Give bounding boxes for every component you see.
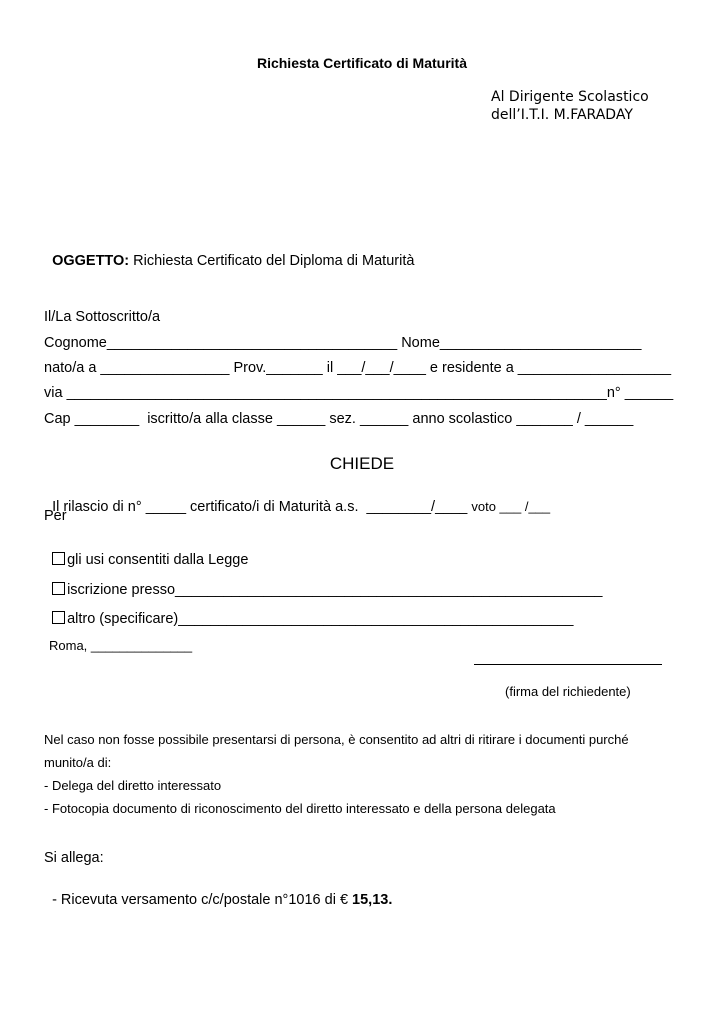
signature-caption: (firma del richiedente) [505,684,631,699]
note-line-1: Nel caso non fosse possibile presentarsi di persona, è consentito ad altri di ritirare i documenti purché [44,732,629,747]
checkbox-icon[interactable] [52,552,65,565]
checkbox-icon[interactable] [52,611,65,624]
class-year-field[interactable]: Cap ________ iscritto/a alla classe ______ sez. ______ anno scolastico _______ / ______ [44,411,634,427]
checkbox-icon[interactable] [52,582,65,595]
option-label: gli usi consentiti dalla Legge [67,552,249,568]
rilascio-text: Il rilascio di n° _____ certificato/i di Maturità a.s. ________/____ [52,499,472,515]
option-label: altro (specificare)_________________________________________________ [67,611,574,627]
document-title: Richiesta Certificato di Maturità [256,55,468,71]
per-label: Per [44,508,67,524]
option-iscrizione[interactable] [44,566,602,598]
subject-text: Richiesta Certificato del Diploma di Maturità [129,253,415,269]
option-label: iscrizione presso_____________________________________________________ [67,582,603,598]
note-item-2: - Fotocopia documento di riconoscimento del diretto interessato e della persona delegata [44,801,556,816]
cognome-nome-field[interactable]: Cognome____________________________________ Nome_________________________ [44,335,642,351]
recipient-line-2: dell’I.T.I. M.FARADAY [491,107,633,123]
recipient-line-1: Al Dirigente Scolastico [491,89,649,105]
birth-residence-field[interactable]: nato/a a ________________ Prov._______ il ___/___/____ e residente a ___________________ [44,360,672,376]
rilascio-line[interactable] [44,483,550,515]
subject-label: OGGETTO: [52,253,130,269]
note-line-2: munito/a di: [44,755,112,770]
signature-line[interactable] [474,664,662,665]
note-item-1: - Delega del diretto interessato [44,778,222,793]
attachment-item [44,876,392,908]
attachment-amount: 15,13. [352,892,393,908]
subject-line [44,237,414,269]
place-date-field[interactable]: Roma, ______________ [49,638,193,653]
option-altro[interactable] [44,595,573,627]
address-field[interactable]: via ___________________________________________________________________n° ______ [44,385,674,401]
option-usi-legge[interactable] [44,536,248,568]
voto-text: voto ___ /___ [471,499,551,514]
sottoscritto-label: Il/La Sottoscritto/a [44,309,161,325]
attachments-label: Si allega: [44,850,104,866]
attachment-text: - Ricevuta versamento c/c/postale n°1016 di € [52,892,353,908]
chiede-heading: CHIEDE [329,454,395,473]
